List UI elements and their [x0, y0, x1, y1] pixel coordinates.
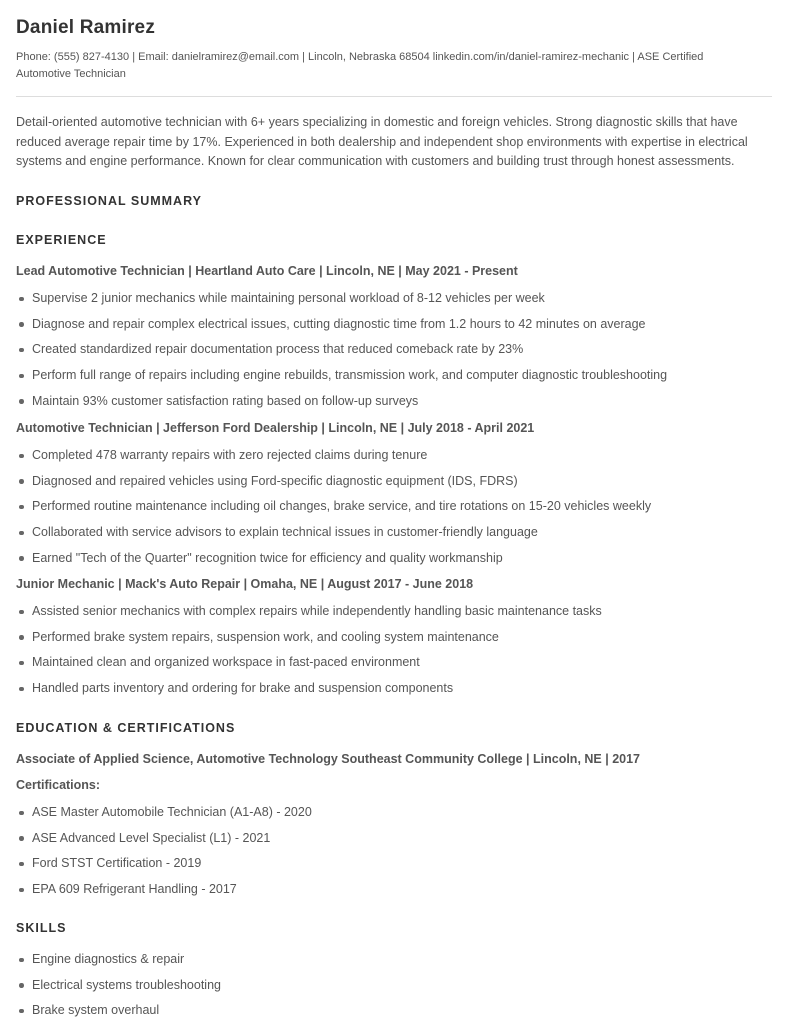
certifications-label: Certifications:	[16, 778, 101, 792]
list-item: ASE Advanced Level Specialist (L1) - 2021	[16, 830, 772, 856]
list-item: Electrical systems troubleshooting	[16, 977, 772, 1003]
list-item: Diagnosed and repaired vehicles using Ford-specific diagnostic equipment (IDS, FDRS)	[16, 473, 772, 499]
job-3-bullet-list	[16, 603, 772, 706]
list-item: Created standardized repair documentation process that reduced comeback rate by 23%	[16, 341, 772, 367]
job-title-1: Lead Automotive Technician | Heartland Auto Care | Lincoln, NE | May 2021 - Present	[16, 264, 518, 278]
candidate-name: Daniel Ramirez	[16, 17, 156, 38]
skills-list	[16, 951, 772, 1028]
section-heading-experience: EXPERIENCE	[16, 233, 107, 247]
list-item: Perform full range of repairs including engine rebuilds, transmission work, and computer diagnostic troubleshooting	[16, 367, 772, 393]
contact-line: Phone: (555) 827-4130 | Email: danielramirez@email.com | Lincoln, Nebraska 68504 linkedin.com/in/daniel-ramirez-mechanic | ASE Certified Automotive Technician	[16, 51, 704, 80]
list-item: Performed brake system repairs, suspension work, and cooling system maintenance	[16, 629, 772, 655]
list-item: Assisted senior mechanics with complex repairs while independently handling basic maintenance tasks	[16, 603, 772, 629]
certifications-list	[16, 804, 772, 907]
list-item: EPA 609 Refrigerant Handling - 2017	[16, 881, 772, 907]
list-item: Performed routine maintenance including oil changes, brake service, and tire rotations on 15-20 vehicles weekly	[16, 498, 772, 524]
list-item: Maintain 93% customer satisfaction rating based on follow-up surveys	[16, 393, 772, 419]
job-2-bullet-list	[16, 447, 772, 575]
list-item: Brake system overhaul	[16, 1002, 772, 1028]
list-item: Handled parts inventory and ordering for brake and suspension components	[16, 680, 772, 706]
list-item: ASE Master Automobile Technician (A1-A8) - 2020	[16, 804, 772, 830]
section-heading-skills: SKILLS	[16, 921, 67, 935]
intro-paragraph: Detail-oriented automotive technician with 6+ years specializing in domestic and foreign vehicles. Strong diagnostic skills that have reduced average repair time by 17%. Experienced in both dealership and independent shop environments with expertise in electrical systems and engine performance. Known for clear communication with customers and building trust through honest assessments.	[16, 115, 748, 168]
list-item: Completed 478 warranty repairs with zero rejected claims during tenure	[16, 447, 772, 473]
section-heading-education: EDUCATION & CERTIFICATIONS	[16, 721, 236, 735]
list-item: Ford STST Certification - 2019	[16, 855, 772, 881]
section-heading-summary: PROFESSIONAL SUMMARY	[16, 194, 202, 208]
list-item: Engine diagnostics & repair	[16, 951, 772, 977]
list-item: Earned "Tech of the Quarter" recognition twice for efficiency and quality workmanship	[16, 550, 772, 576]
list-item: Maintained clean and organized workspace in fast-paced environment	[16, 654, 772, 680]
job-title-3: Junior Mechanic | Mack's Auto Repair | Omaha, NE | August 2017 - June 2018	[16, 577, 474, 591]
list-item: Supervise 2 junior mechanics while maintaining personal workload of 8-12 vehicles per week	[16, 290, 772, 316]
list-item: Collaborated with service advisors to explain technical issues in customer-friendly language	[16, 524, 772, 550]
job-1-bullet-list	[16, 290, 772, 418]
header-divider	[16, 96, 772, 97]
list-item: Diagnose and repair complex electrical issues, cutting diagnostic time from 1.2 hours to 42 minutes on average	[16, 316, 772, 342]
degree-line: Associate of Applied Science, Automotive Technology Southeast Community College | Lincoln, NE | 2017	[16, 752, 640, 766]
job-title-2: Automotive Technician | Jefferson Ford Dealership | Lincoln, NE | July 2018 - April 2021	[16, 421, 535, 435]
